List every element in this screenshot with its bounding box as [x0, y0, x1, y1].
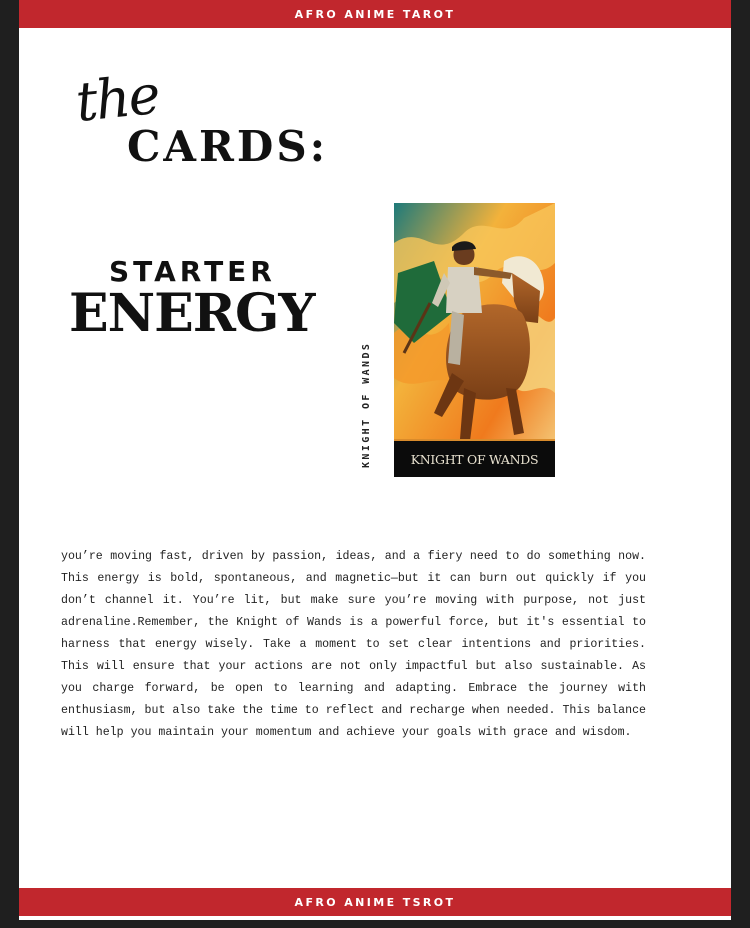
header-title: AFRO ANIME TAROT: [294, 7, 456, 21]
document-page: [19, 0, 731, 920]
card-side-label: KNIGHT OF WANDS: [361, 341, 372, 468]
energy-title: ENERGY: [69, 283, 315, 344]
card-caption: KNIGHT OF WANDS: [394, 441, 555, 477]
footer-title: AFRO ANIME TSROT: [294, 895, 456, 909]
footer-band: [19, 888, 731, 916]
knight-on-horse-illustration: [394, 203, 555, 477]
card-description: you’re moving fast, driven by passion, ideas, and a fiery need to do something now. This energy is bold, spontaneous, and magnetic—but it can burn out quickly if you don’t channel it. You’re lit, but make sure you’re moving with purpose, not just adrenaline.Remember, the Knight of Wands is a powerful force, but it's essential to harness that energy wisely. Take a moment to set clear intentions and priorities. This will ensure that your actions are not only impactful but also sustainable. As you charge forward, be open to learning and adapting. Embrace the journey with enthusiasm, but also take the time to reflect and recharge when needed. This balance will help you maintain your momentum and achieve your goals with grace and wisdom.: [61, 550, 646, 739]
header-band: [19, 0, 731, 28]
script-heading-the: the: [72, 62, 162, 134]
starter-subtitle: STARTER: [109, 255, 276, 288]
cards-heading: CARDS:: [127, 122, 329, 171]
tarot-card-image: [394, 203, 555, 477]
